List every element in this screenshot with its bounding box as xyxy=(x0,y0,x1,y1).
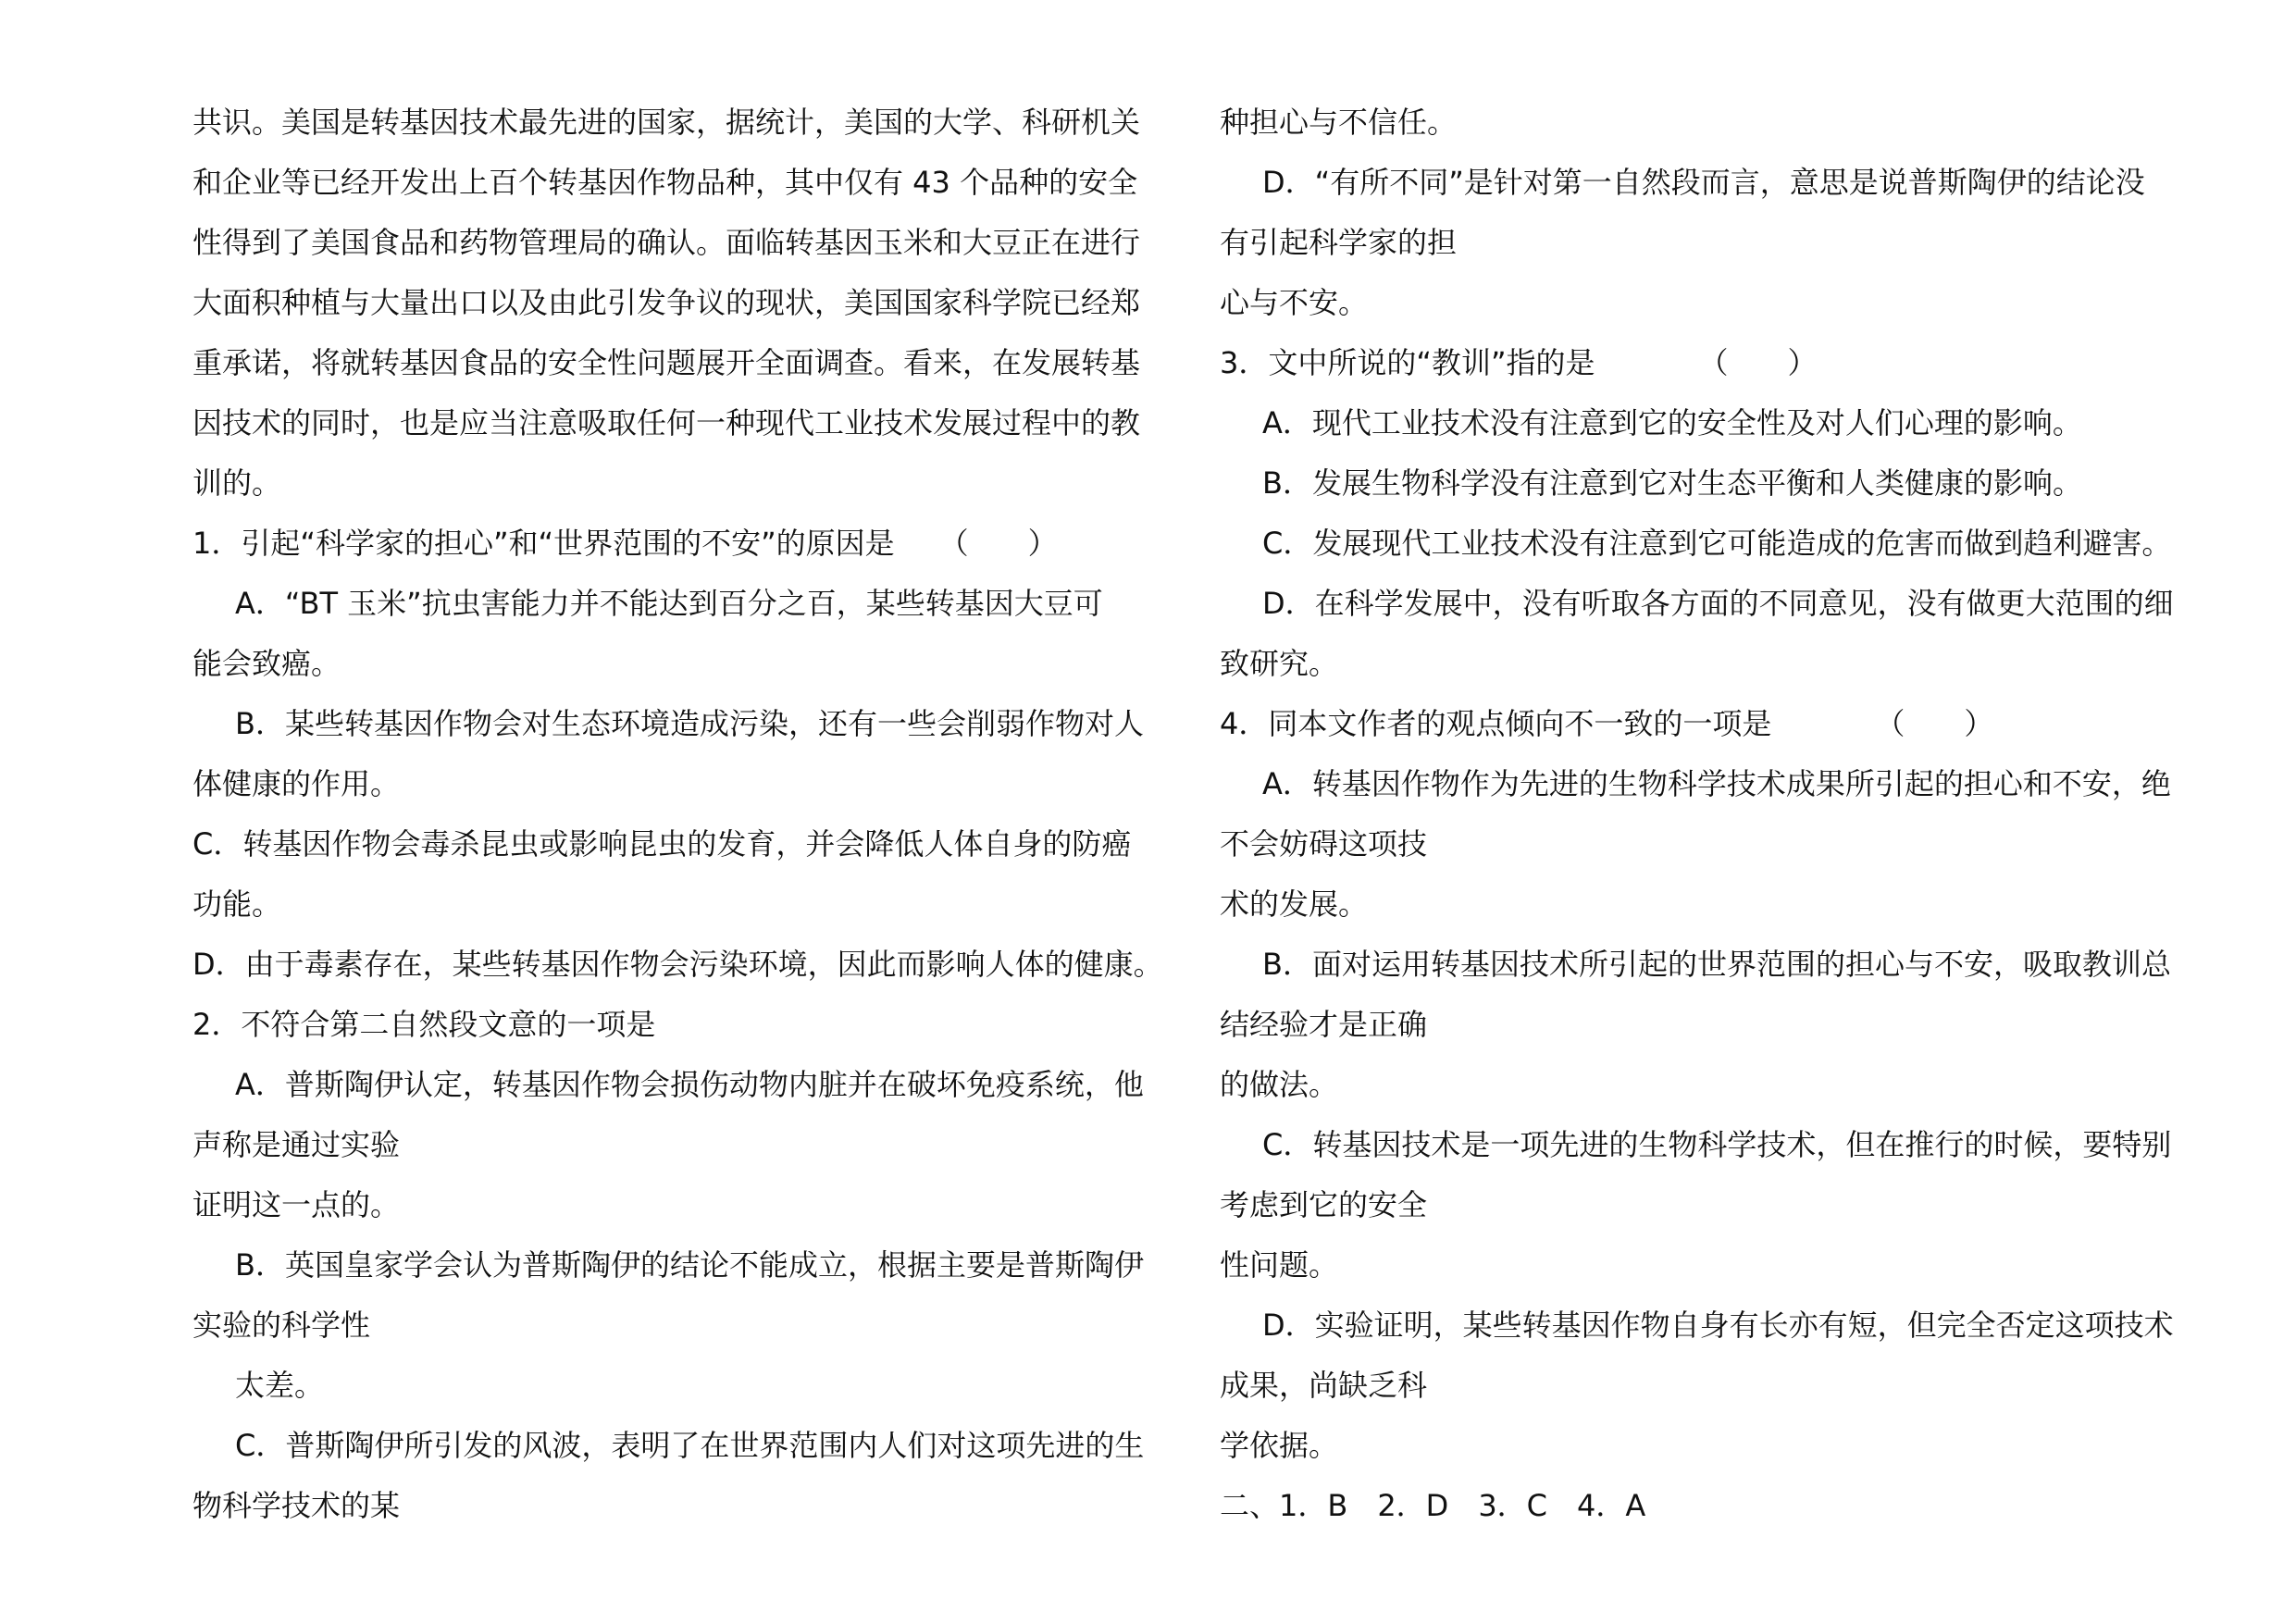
text-line: 3．文中所说的“教训”指的是 （ ） xyxy=(1220,345,1818,380)
text-line: A．现代工业技术没有注意到它的安全性及对人们心理的影响。 xyxy=(1262,405,2082,440)
text-line: 不会妨碍这项技 xyxy=(1220,826,1428,862)
text-line: 考虑到它的安全 xyxy=(1220,1187,1428,1222)
left-text-column xyxy=(192,93,1181,1536)
text-line: 二、1．B 2．D 3．C 4．A xyxy=(1220,1488,1646,1523)
text-line: B．发展生物科学没有注意到它对生态平衡和人类健康的影响。 xyxy=(1262,465,2082,501)
text-line: D．实验证明，某些转基因作物自身有长亦有短，但完全否定这项技术 xyxy=(1262,1308,2174,1343)
text-line: 2．不符合第二自然段文意的一项是 xyxy=(192,1007,656,1042)
text-line: A．“BT 玉米”抗虫害能力并不能达到百分之百，某些转基因大豆可 xyxy=(235,586,1103,621)
text-line: A．转基因作物作为先进的生物科学技术成果所引起的担心和不安，绝 xyxy=(1262,766,2171,801)
text-line: 致研究。 xyxy=(1220,646,1339,681)
text-line: 训的。 xyxy=(192,465,282,501)
text-line: 的做法。 xyxy=(1220,1067,1339,1102)
text-line: C．发展现代工业技术没有注意到它可能造成的危害而做到趋利避害。 xyxy=(1262,526,2172,561)
text-line: A．普斯陶伊认定，转基因作物会损伤动物内脏并在破坏免疫系统，他 xyxy=(235,1067,1144,1102)
text-line: 学依据。 xyxy=(1220,1428,1339,1463)
text-line: 功能。 xyxy=(192,886,282,922)
text-line: C．普斯陶伊所引发的风波，表明了在世界范围内人们对这项先进的生 xyxy=(235,1428,1145,1463)
text-line: 重承诺，将就转基因食品的安全性问题展开全面调查。看来，在发展转基 xyxy=(192,345,1141,380)
text-line: D．由于毒素存在，某些转基因作物会污染环境，因此而影响人体的健康。 xyxy=(192,947,1163,982)
text-line: 声称是通过实验 xyxy=(192,1127,401,1162)
text-line: 有引起科学家的担 xyxy=(1220,225,1458,260)
text-line: 体健康的作用。 xyxy=(192,766,401,801)
text-line: 4．同本文作者的观点倾向不一致的一项是 （ ） xyxy=(1220,706,1994,741)
text-line: 成果，尚缺乏科 xyxy=(1220,1368,1428,1403)
right-text-column xyxy=(1220,93,2204,1536)
text-line: 1．引起“科学家的担心”和“世界范围的不安”的原因是 （ ） xyxy=(192,526,1058,561)
text-line: 性问题。 xyxy=(1220,1247,1339,1283)
text-line: 证明这一点的。 xyxy=(192,1187,401,1222)
text-line: 实验的科学性 xyxy=(192,1308,371,1343)
text-line: C．转基因作物会毒杀昆虫或影响昆虫的发育，并会降低人体自身的防癌 xyxy=(192,826,1132,862)
text-line: 结经验才是正确 xyxy=(1220,1007,1428,1042)
text-line: B．面对运用转基因技术所引起的世界范围的担心与不安，吸取教训总 xyxy=(1262,947,2171,982)
text-line: 种担心与不信任。 xyxy=(1220,105,1458,140)
text-line: 共识。美国是转基因技术最先进的国家，据统计，美国的大学、科研机关 xyxy=(192,105,1141,140)
text-line: D．在科学发展中，没有听取各方面的不同意见，没有做更大范围的细 xyxy=(1262,586,2174,621)
text-line: 和企业等已经开发出上百个转基因作物品种，其中仅有 43 个品种的安全 xyxy=(192,165,1138,200)
text-line: 大面积种植与大量出口以及由此引发争议的现状，美国国家科学院已经郑 xyxy=(192,285,1141,320)
text-line: 术的发展。 xyxy=(1220,886,1369,922)
text-line: 能会致癌。 xyxy=(192,646,341,681)
text-line: 太差。 xyxy=(235,1368,325,1403)
text-line: 因技术的同时，也是应当注意吸取任何一种现代工业技术发展过程中的教 xyxy=(192,405,1141,440)
text-line: D．“有所不同”是针对第一自然段而言，意思是说普斯陶伊的结论没 xyxy=(1262,165,2145,200)
text-line: B．英国皇家学会认为普斯陶伊的结论不能成立，根据主要是普斯陶伊 xyxy=(235,1247,1144,1283)
text-line: 心与不安。 xyxy=(1220,285,1369,320)
text-line: B．某些转基因作物会对生态环境造成污染，还有一些会削弱作物对人 xyxy=(235,706,1144,741)
text-line: 物科学技术的某 xyxy=(192,1488,401,1523)
text-line: C．转基因技术是一项先进的生物科学技术，但在推行的时候，要特别 xyxy=(1262,1127,2172,1162)
text-line: 性得到了美国食品和药物管理局的确认。面临转基因玉米和大豆正在进行 xyxy=(192,225,1141,260)
